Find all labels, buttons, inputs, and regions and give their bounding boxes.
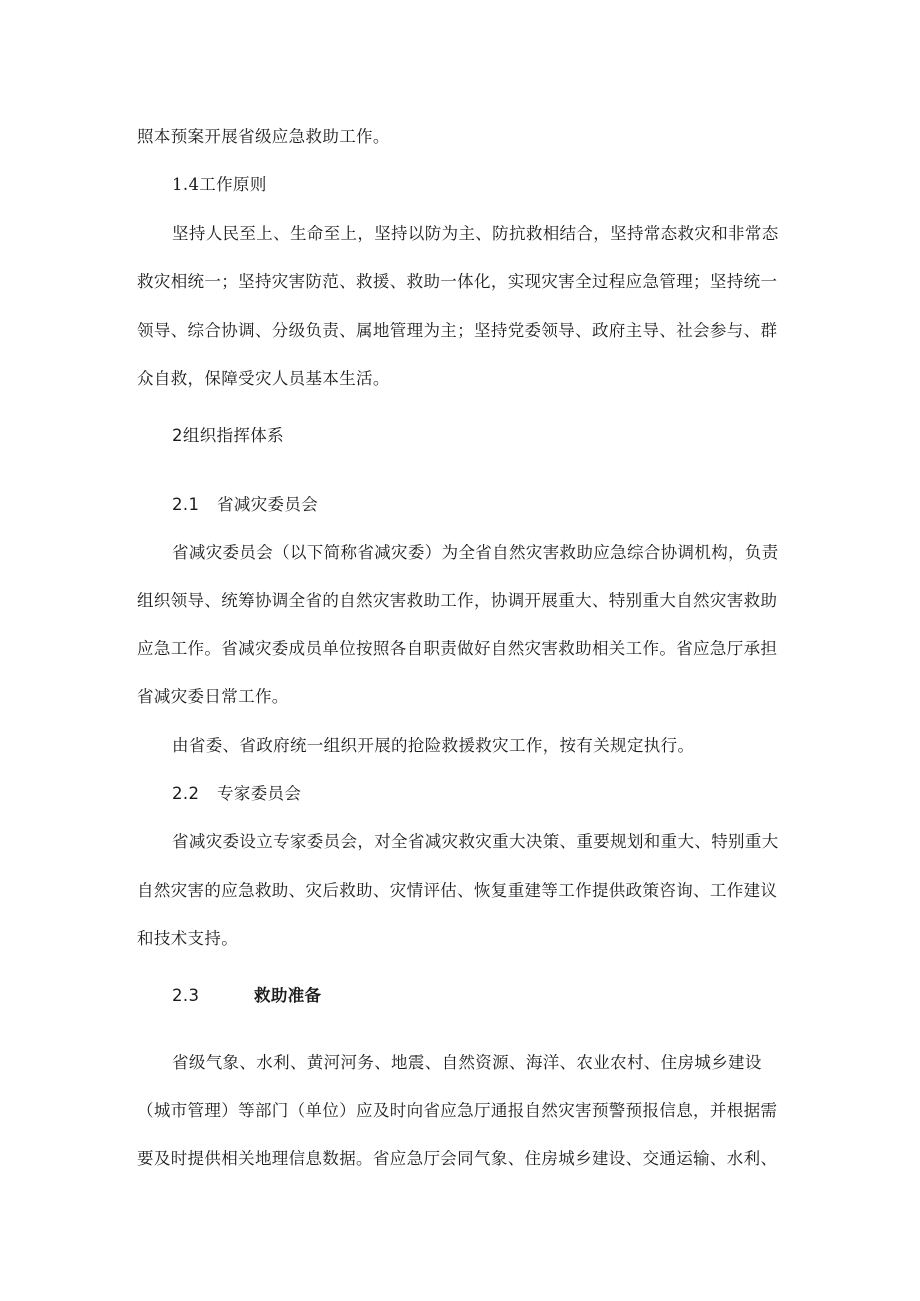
section-title: 工作原则 [199,175,267,194]
section-heading-2-1 [172,493,318,517]
body-text-line: 救灾相统一；坚持灾害防范、救援、救助一体化，实现灾害全过程应急管理；坚持统一 [137,272,778,291]
section-title: 专家委员会 [217,784,302,803]
body-text-line: 应急工作。省减灾委成员单位按照各自职责做好自然灾害救助相关工作。省应急厅承担 [137,639,778,658]
body-text-line: 众自救，保障受灾人员基本生活。 [137,369,390,388]
body-text-line: 要及时提供相关地理信息数据。省应急厅会同气象、住房城乡建设、交通运输、水利、 [137,1149,778,1168]
body-text-line: 由省委、省政府统一组织开展的抢险救援救灾工作，按有关规定执行。 [172,736,695,755]
section-number: 2.1 [172,495,200,514]
body-text-line: 省减灾委员会（以下简称省减灾委）为全省自然灾害救助应急综合协调机构，负责 [172,543,779,562]
section-number: 1.4 [172,175,200,194]
section-number: 2.2 [172,784,200,803]
body-text-line: 照本预案开展省级应急救助工作。 [137,127,390,146]
section-title: 救助准备 [254,986,322,1005]
chapter-heading-2: 2组织指挥体系 [172,426,284,445]
body-text-line: 领导、综合协调、分级负责、属地管理为主；坚持党委领导、政府主导、社会参与、群 [137,321,778,340]
body-text-line: 组织领导、统筹协调全省的自然灾害救助工作，协调开展重大、特别重大自然灾害救助 [137,591,778,610]
body-text-line: 省减灾委日常工作。 [137,687,289,706]
body-text-line: 自然灾害的应急救助、灾后救助、灾情评估、恢复重建等工作提供政策咨询、工作建议 [137,881,778,900]
body-text-line: 和技术支持。 [137,929,239,948]
section-title: 省减灾委员会 [217,495,319,514]
body-text-line: 省级气象、水利、黄河河务、地震、自然资源、海洋、农业农村、住房城乡建设 [172,1053,762,1072]
section-heading-1-4 [172,173,267,197]
body-text-line: （城市管理）等部门（单位）应及时向省应急厅通报自然灾害预警预报信息，并根据需 [137,1101,778,1120]
section-heading-2-3 [172,984,321,1008]
body-text-line: 坚持人民至上、生命至上，坚持以防为主、防抗救相结合，坚持常态救灾和非常态 [172,224,779,243]
body-text-line: 省减灾委设立专家委员会，对全省减灾救灾重大决策、重要规划和重大、特别重大 [172,832,779,851]
section-number: 2.3 [172,986,200,1005]
section-heading-2-2 [172,782,301,806]
